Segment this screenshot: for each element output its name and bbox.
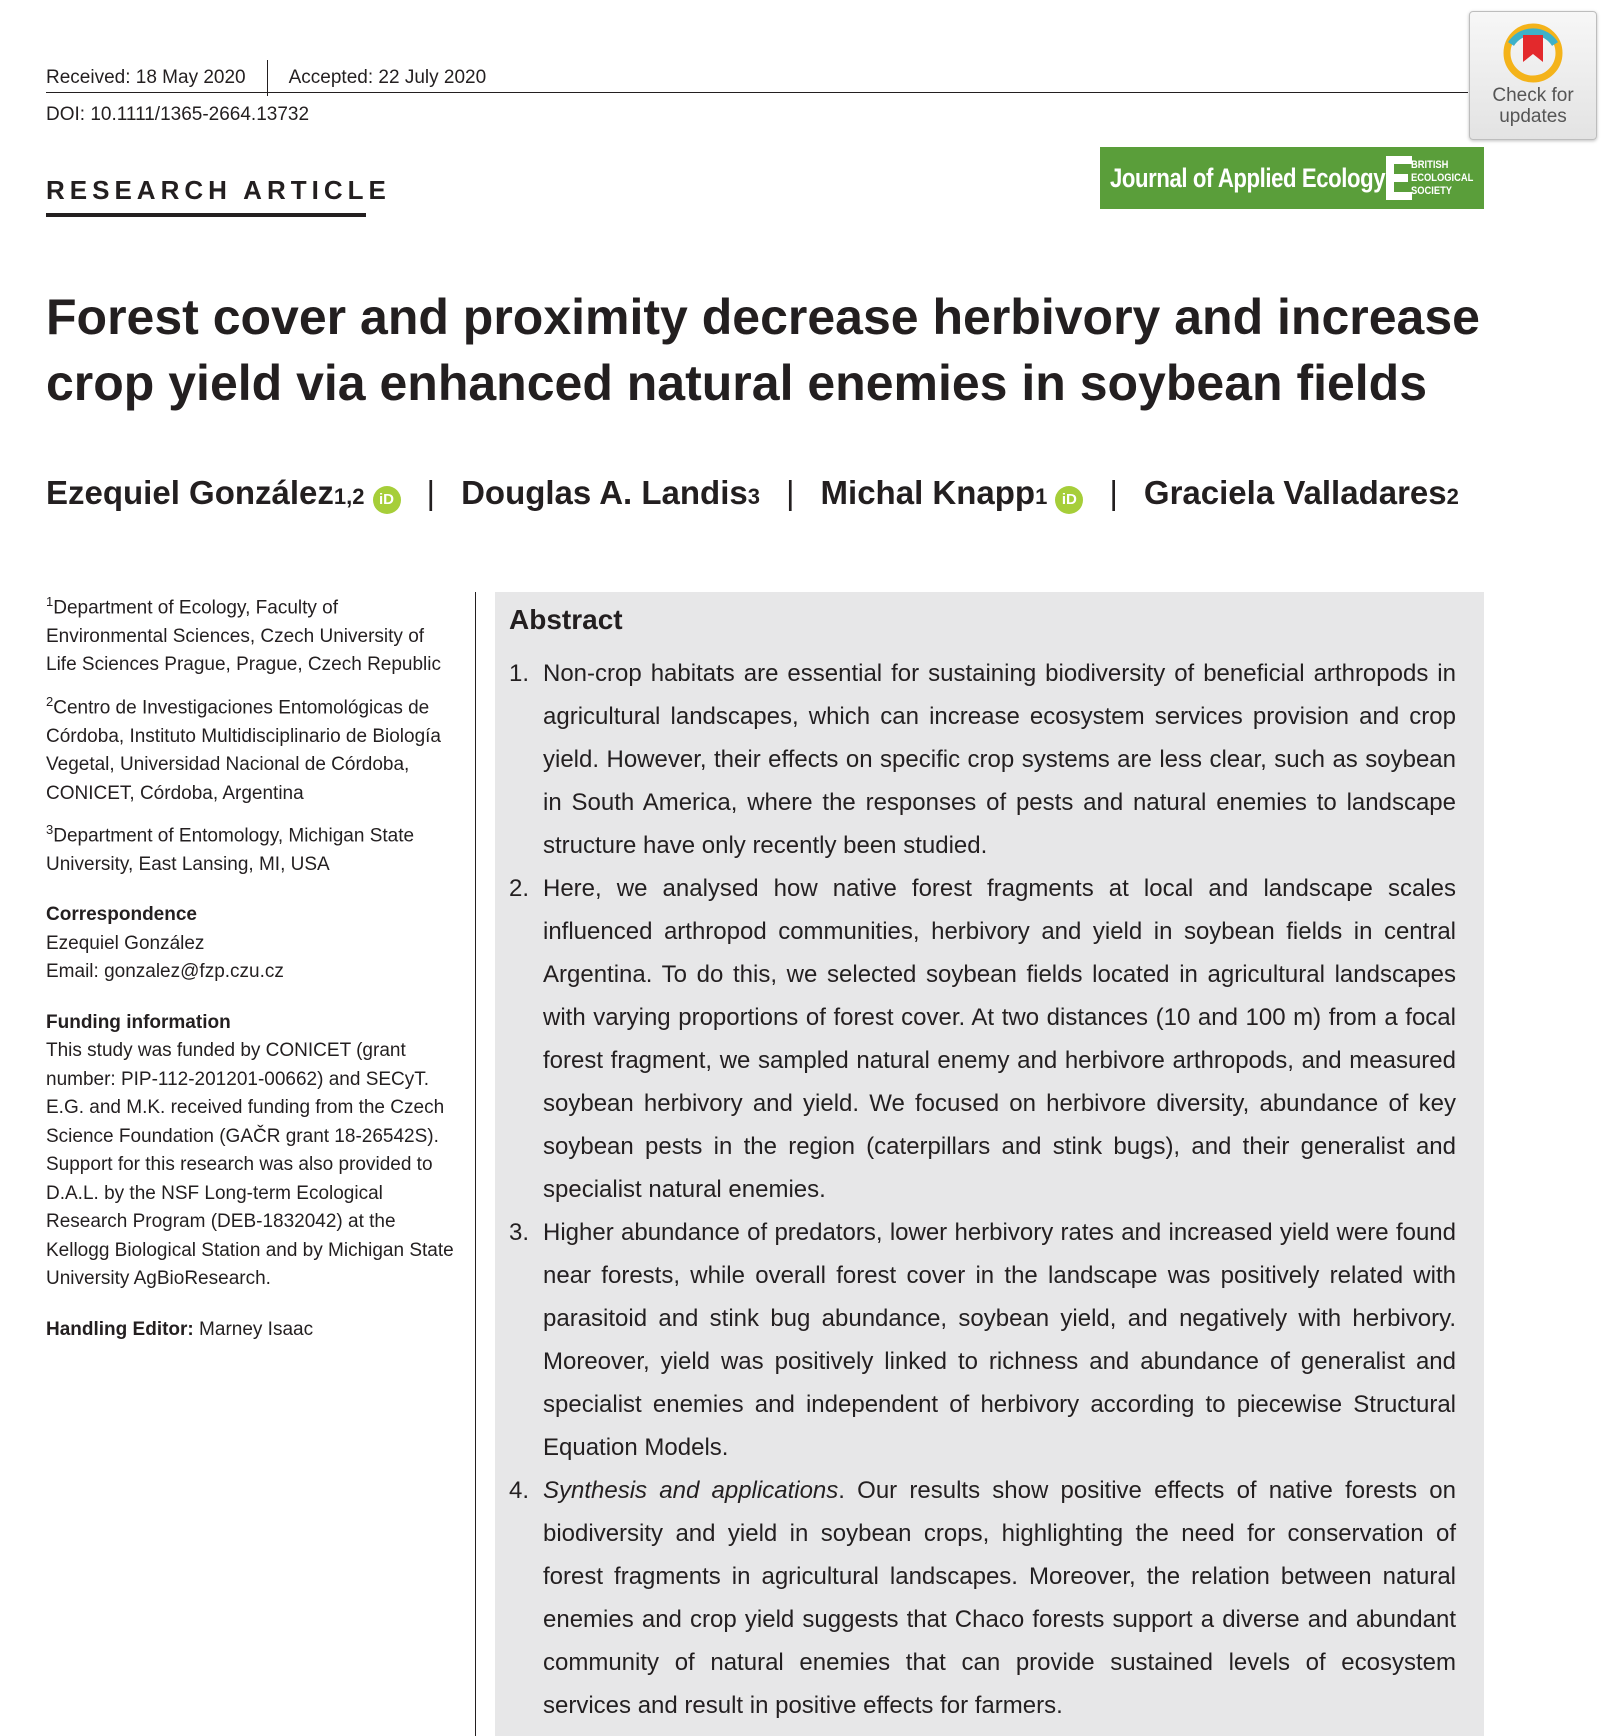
abstract-item-text: . Our results show positive effects of native forests on biodiversity and yield in soybean crops, highlighting the need for conservation of forest fragments in agricultural landscapes. Moreover, the relation between natural enemies and crop yield suggests that Chaco forests support a diverse and abundant community of natural enemies that can provide sustained levels of ecosystem services and result in positive effects for farmers.	[543, 1477, 1456, 1719]
abstract-heading: Abstract	[509, 604, 623, 635]
accepted-date: Accepted: 22 July 2020	[288, 67, 487, 88]
check-for-updates-line1: Check for	[1492, 85, 1574, 106]
abstract-item	[509, 1211, 1456, 1469]
abstract-item	[509, 867, 1456, 1211]
abstract-list	[509, 652, 1456, 1727]
handling-editor-label: Handling Editor:	[46, 1318, 194, 1340]
abstract-box	[495, 592, 1484, 1736]
author-affiliation: 1	[1035, 484, 1048, 509]
funding-text: This study was funded by CONICET (grant number: PIP-112-201201-00662) and SECyT. E.G. and M.K. received funding from the Czech Science Foundation (GAČR grant 18-26542S). Support for this research was also provided to D.A.L. by the NSF Long-term Ecological Research Program (DEB-1832042) at the Kellogg Biological Station and by Michigan State University AgBioResearch.	[46, 1040, 454, 1290]
author-list	[46, 474, 1459, 514]
bes-logo-icon	[1386, 156, 1405, 200]
affiliation: $^1$Department of Ecology, Faculty of Environmental Sciences, Czech University of Life Sciences Prague, Prague, Czech Republic	[46, 594, 442, 676]
abstract-item-text: Higher abundance of predators, lower herbivory rates and increased yield were found near forests, while overall forest cover in the landscape was positively related with parasitoid and stink bug abundance, soybean yield, and negatively with herbivory. Moreover, yield was positively linked to richness and abundance of generalist and specialist enemies and independent of herbivory according to piecewise Structural Equation Models.	[543, 1219, 1456, 1461]
author-affiliation: 2	[1446, 484, 1459, 509]
abstract-item-number: 3.	[509, 1219, 530, 1246]
abstract-item	[509, 1469, 1456, 1727]
handling-editor-name: Marney Isaac	[199, 1318, 314, 1340]
society-name: BRITISH ECOLOGICAL SOCIETY	[1410, 158, 1473, 197]
abstract-item-number: 1.	[509, 660, 530, 687]
journal-logo[interactable]	[1100, 147, 1484, 209]
affiliation: $^2$Centro de Investigaciones Entomológicas de Córdoba, Instituto Multidisciplinario de Biología Vegetal, Universidad Nacional de Córdoba, CONICET, Córdoba, Argentina	[46, 693, 441, 804]
date-separator	[267, 60, 268, 96]
crossmark-icon	[1502, 22, 1564, 84]
author-affiliation: 3	[747, 484, 760, 509]
author-separator: |	[785, 474, 795, 511]
abstract-item-lead: Synthesis and applications	[543, 1477, 839, 1504]
funding-heading: Funding information	[46, 1011, 231, 1033]
author-name[interactable]: Michal Knapp	[820, 474, 1036, 511]
column-divider	[475, 592, 476, 1736]
correspondence-heading: Correspondence	[46, 904, 197, 926]
author-separator: |	[1109, 474, 1118, 511]
author-name[interactable]: Douglas A. Landis	[461, 474, 748, 511]
journal-name: Journal of Applied Ecology	[1110, 162, 1386, 193]
abstract-item	[509, 652, 1456, 867]
article-info-column	[46, 588, 456, 1344]
abstract-item-text: Non-crop habitats are essential for sustaining biodiversity of beneficial arthropods in agricultural landscapes, which can increase ecosystem services provision and crop yield. However, their effects on specific crop systems are less clear, such as soybean in South America, where the responses of pests and natural enemies to landscape structure have only recently been studied.	[543, 660, 1456, 859]
correspondence-name: Ezequiel González	[46, 932, 205, 954]
correspondence-email[interactable]: Email: gonzalez@fzp.czu.cz	[46, 961, 284, 983]
orcid-icon[interactable]: iD	[1055, 486, 1083, 514]
orcid-icon[interactable]: iD	[373, 486, 401, 514]
abstract-item-text: Here, we analysed how native forest fragments at local and landscape scales influenced arthropod communities, herbivory and yield in soybean fields in central Argentina. To do this, we selected soybean fields located in agricultural landscapes with varying proportions of forest cover. At two distances (10 and 100 m) from a focal forest fragment, we sampled natural enemy and herbivore arthropods, and measured soybean herbivory and yield. We focused on herbivore diversity, abundance of key soybean pests in the region (caterpillars and stink bugs), and their generalist and specialist natural enemies.	[543, 875, 1456, 1203]
abstract-item-number: 2.	[509, 875, 530, 902]
author-name[interactable]: Ezequiel González	[46, 474, 334, 511]
header-rule	[46, 92, 1468, 93]
handling-editor	[46, 1316, 456, 1345]
received-date: Received: 18 May 2020	[46, 67, 246, 88]
check-for-updates-button[interactable]	[1469, 11, 1597, 140]
article-title: Forest cover and proximity decrease herbivory and increase crop yield via enhanced natural enemies in soybean fields	[46, 289, 1480, 411]
article-type-rule	[46, 213, 366, 217]
author-separator: |	[426, 474, 436, 511]
affiliation: $^3$Department of Entomology, Michigan State University, East Lansing, MI, USA	[46, 822, 415, 875]
abstract-item-number: 4.	[509, 1477, 530, 1504]
doi[interactable]: DOI: 10.1111/1365-2664.13732	[46, 104, 310, 125]
check-for-updates-line2: updates	[1499, 106, 1567, 127]
author-name[interactable]: Graciela Valladares	[1143, 474, 1447, 511]
article-type: RESEARCH ARTICLE	[46, 175, 391, 205]
author-affiliation: 1,2	[333, 484, 365, 509]
article-dates	[46, 60, 486, 96]
